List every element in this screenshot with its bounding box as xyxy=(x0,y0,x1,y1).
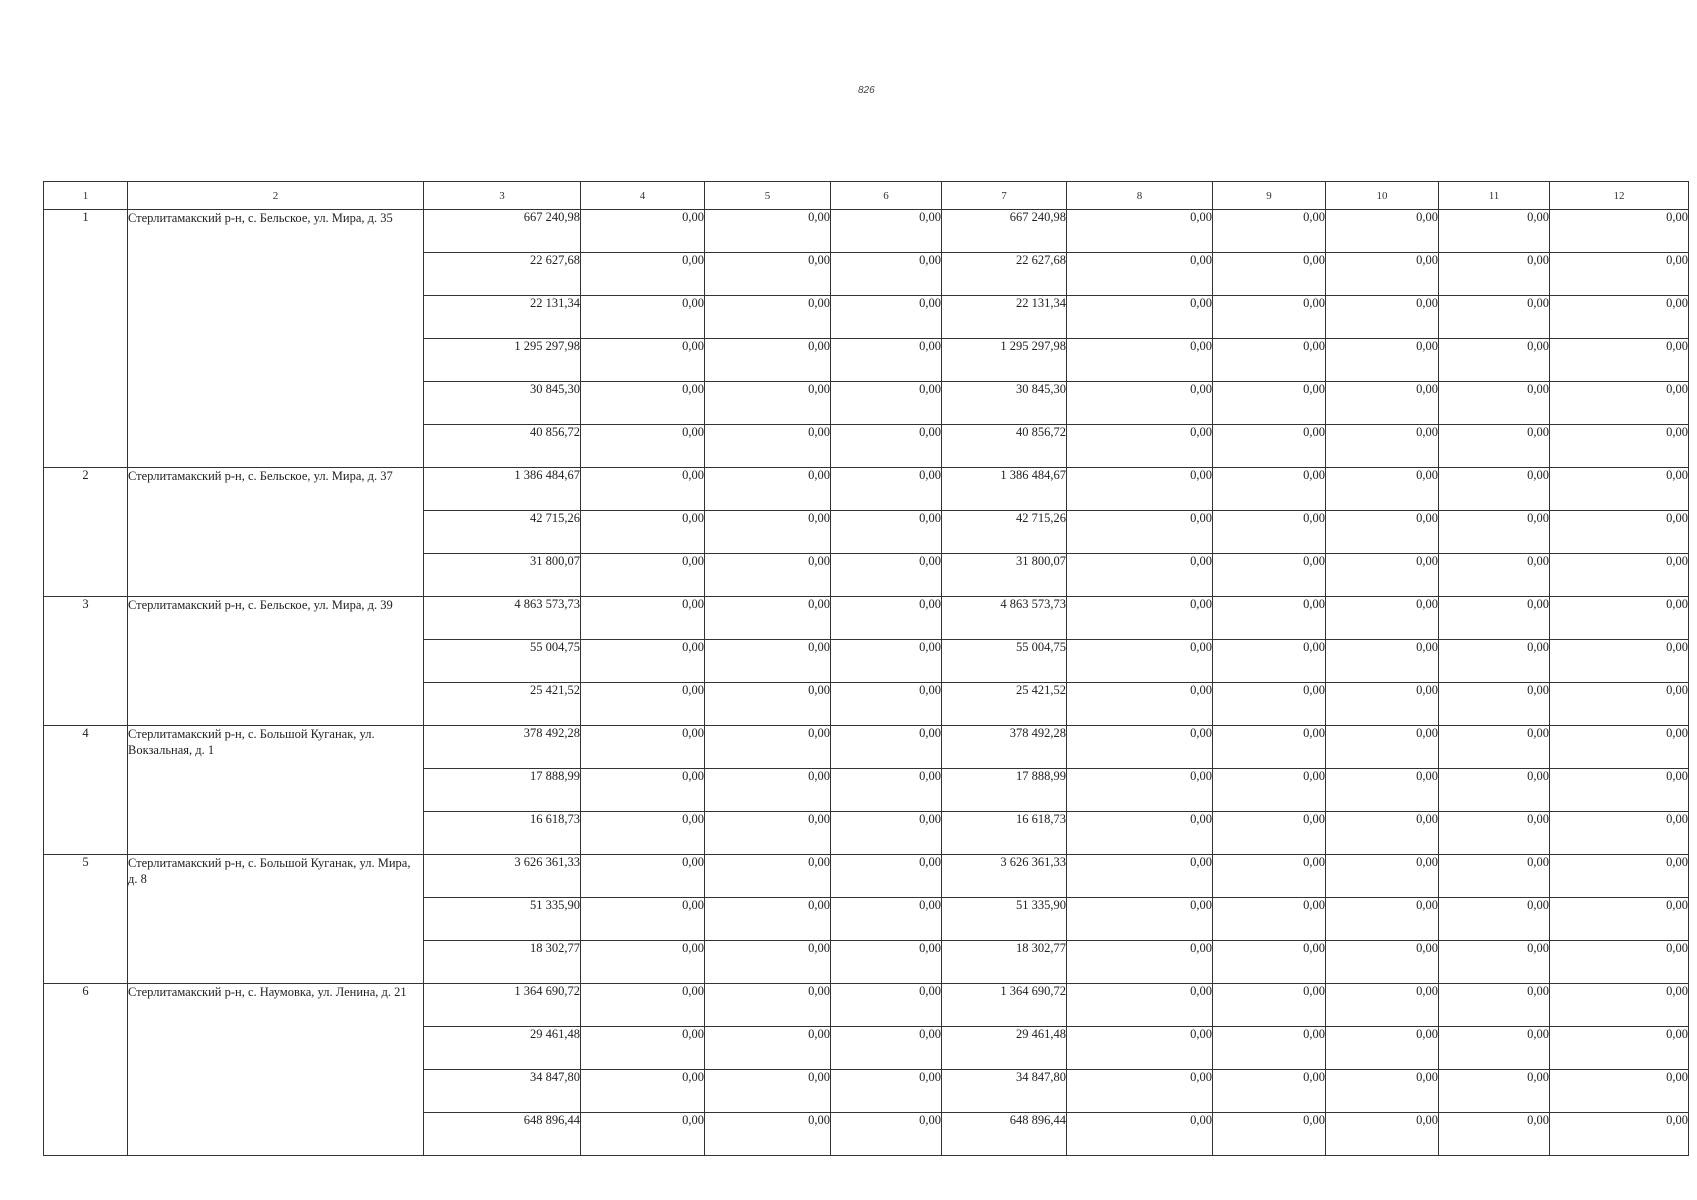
amount-cell: 0,00 xyxy=(1439,941,1550,984)
amount-cell: 0,00 xyxy=(1326,339,1439,382)
amount-cell: 0,00 xyxy=(1067,984,1213,1027)
amount-cell: 0,00 xyxy=(1439,339,1550,382)
table-row xyxy=(44,855,1689,898)
amount-cell: 0,00 xyxy=(1550,640,1689,683)
amount-cell: 0,00 xyxy=(1067,468,1213,511)
row-index: 4 xyxy=(44,726,128,855)
amount-cell: 0,00 xyxy=(1213,382,1326,425)
amount-cell: 0,00 xyxy=(1067,425,1213,468)
amount-cell: 0,00 xyxy=(1067,1027,1213,1070)
amount-cell: 0,00 xyxy=(1550,941,1689,984)
amount-cell: 0,00 xyxy=(831,769,942,812)
amount-cell: 0,00 xyxy=(581,898,705,941)
amount-cell: 0,00 xyxy=(1067,812,1213,855)
column-header: 7 xyxy=(942,182,1067,210)
table-row xyxy=(44,984,1689,1027)
amount-cell: 0,00 xyxy=(1326,941,1439,984)
amount-cell: 0,00 xyxy=(1326,683,1439,726)
amount-cell: 30 845,30 xyxy=(424,382,581,425)
amount-cell: 0,00 xyxy=(1550,511,1689,554)
amount-cell: 0,00 xyxy=(1213,640,1326,683)
amount-cell: 0,00 xyxy=(831,382,942,425)
amount-cell: 378 492,28 xyxy=(942,726,1067,769)
amount-cell: 0,00 xyxy=(1439,1070,1550,1113)
amount-cell: 0,00 xyxy=(1326,812,1439,855)
amount-cell: 0,00 xyxy=(1067,597,1213,640)
column-header: 12 xyxy=(1550,182,1689,210)
amount-cell: 0,00 xyxy=(1213,339,1326,382)
amount-cell: 0,00 xyxy=(705,210,831,253)
amount-cell: 0,00 xyxy=(1550,554,1689,597)
amount-cell: 0,00 xyxy=(581,425,705,468)
amount-cell: 0,00 xyxy=(831,726,942,769)
amount-cell: 0,00 xyxy=(1326,1113,1439,1156)
amount-cell: 0,00 xyxy=(831,683,942,726)
amount-cell: 22 131,34 xyxy=(942,296,1067,339)
amount-cell: 0,00 xyxy=(1067,210,1213,253)
amount-cell: 0,00 xyxy=(1067,898,1213,941)
amount-cell: 0,00 xyxy=(705,468,831,511)
amount-cell: 40 856,72 xyxy=(424,425,581,468)
amount-cell: 0,00 xyxy=(831,339,942,382)
amount-cell: 0,00 xyxy=(581,726,705,769)
amount-cell: 0,00 xyxy=(1439,554,1550,597)
amount-cell: 0,00 xyxy=(1439,769,1550,812)
amount-cell: 0,00 xyxy=(705,1027,831,1070)
amount-cell: 0,00 xyxy=(1067,554,1213,597)
amount-cell: 0,00 xyxy=(705,683,831,726)
amount-cell: 0,00 xyxy=(705,812,831,855)
amount-cell: 0,00 xyxy=(1213,769,1326,812)
amount-cell: 0,00 xyxy=(1213,554,1326,597)
amount-cell: 0,00 xyxy=(1439,1027,1550,1070)
row-index: 1 xyxy=(44,210,128,468)
column-header: 1 xyxy=(44,182,128,210)
amount-cell: 0,00 xyxy=(1550,984,1689,1027)
amount-cell: 51 335,90 xyxy=(942,898,1067,941)
column-header: 3 xyxy=(424,182,581,210)
amount-cell: 0,00 xyxy=(581,554,705,597)
amount-cell: 3 626 361,33 xyxy=(424,855,581,898)
amount-cell: 0,00 xyxy=(705,1070,831,1113)
amount-cell: 0,00 xyxy=(1213,1027,1326,1070)
amount-cell: 0,00 xyxy=(1326,726,1439,769)
amount-cell: 0,00 xyxy=(1326,425,1439,468)
amount-cell: 34 847,80 xyxy=(424,1070,581,1113)
amount-cell: 0,00 xyxy=(1326,640,1439,683)
amount-cell: 0,00 xyxy=(1326,984,1439,1027)
amount-cell: 0,00 xyxy=(1326,1070,1439,1113)
column-header: 6 xyxy=(831,182,942,210)
amount-cell: 0,00 xyxy=(831,210,942,253)
amount-cell: 42 715,26 xyxy=(424,511,581,554)
amount-cell: 0,00 xyxy=(1213,296,1326,339)
amount-cell: 0,00 xyxy=(1550,812,1689,855)
amount-cell: 648 896,44 xyxy=(424,1113,581,1156)
amount-cell: 0,00 xyxy=(705,425,831,468)
amount-cell: 0,00 xyxy=(1213,425,1326,468)
amount-cell: 0,00 xyxy=(1550,597,1689,640)
amount-cell: 0,00 xyxy=(1439,898,1550,941)
amount-cell: 0,00 xyxy=(705,339,831,382)
column-header: 10 xyxy=(1326,182,1439,210)
amount-cell: 0,00 xyxy=(1326,1027,1439,1070)
amount-cell: 0,00 xyxy=(1439,425,1550,468)
page-number: 826 xyxy=(858,85,875,96)
amount-cell: 4 863 573,73 xyxy=(942,597,1067,640)
amount-cell: 0,00 xyxy=(1439,511,1550,554)
amount-cell: 30 845,30 xyxy=(942,382,1067,425)
amount-cell: 0,00 xyxy=(1326,597,1439,640)
header-row xyxy=(44,182,1689,210)
amount-cell: 0,00 xyxy=(581,941,705,984)
amount-cell: 0,00 xyxy=(1067,382,1213,425)
amount-cell: 0,00 xyxy=(831,296,942,339)
column-header: 2 xyxy=(128,182,424,210)
amount-cell: 51 335,90 xyxy=(424,898,581,941)
amount-cell: 0,00 xyxy=(1213,941,1326,984)
row-index: 5 xyxy=(44,855,128,984)
amount-cell: 0,00 xyxy=(581,253,705,296)
amount-cell: 0,00 xyxy=(581,1027,705,1070)
amount-cell: 0,00 xyxy=(1326,253,1439,296)
address-cell: Стерлитамакский р-н, с. Бельское, ул. Мира, д. 35 xyxy=(128,210,424,468)
amount-cell: 0,00 xyxy=(1439,382,1550,425)
amount-cell: 0,00 xyxy=(1213,210,1326,253)
amount-cell: 17 888,99 xyxy=(942,769,1067,812)
column-header: 9 xyxy=(1213,182,1326,210)
amount-cell: 0,00 xyxy=(1439,468,1550,511)
amount-cell: 0,00 xyxy=(1439,726,1550,769)
amount-cell: 42 715,26 xyxy=(942,511,1067,554)
amount-cell: 0,00 xyxy=(581,1070,705,1113)
amount-cell: 0,00 xyxy=(581,984,705,1027)
register-table xyxy=(43,181,1689,1156)
amount-cell: 0,00 xyxy=(831,1070,942,1113)
amount-cell: 55 004,75 xyxy=(942,640,1067,683)
amount-cell: 0,00 xyxy=(831,898,942,941)
amount-cell: 1 364 690,72 xyxy=(424,984,581,1027)
amount-cell: 0,00 xyxy=(581,597,705,640)
amount-cell: 0,00 xyxy=(705,253,831,296)
amount-cell: 0,00 xyxy=(1326,554,1439,597)
amount-cell: 0,00 xyxy=(1213,1113,1326,1156)
amount-cell: 0,00 xyxy=(831,812,942,855)
amount-cell: 0,00 xyxy=(1213,468,1326,511)
amount-cell: 18 302,77 xyxy=(424,941,581,984)
amount-cell: 0,00 xyxy=(1439,1113,1550,1156)
amount-cell: 0,00 xyxy=(705,898,831,941)
table-row xyxy=(44,726,1689,769)
amount-cell: 0,00 xyxy=(831,1027,942,1070)
amount-cell: 0,00 xyxy=(581,296,705,339)
amount-cell: 0,00 xyxy=(581,511,705,554)
amount-cell: 0,00 xyxy=(705,1113,831,1156)
amount-cell: 0,00 xyxy=(1439,597,1550,640)
amount-cell: 0,00 xyxy=(705,941,831,984)
amount-cell: 0,00 xyxy=(1550,253,1689,296)
amount-cell: 0,00 xyxy=(831,640,942,683)
amount-cell: 0,00 xyxy=(581,812,705,855)
amount-cell: 31 800,07 xyxy=(942,554,1067,597)
address-cell: Стерлитамакский р-н, с. Бельское, ул. Мира, д. 39 xyxy=(128,597,424,726)
column-header: 8 xyxy=(1067,182,1213,210)
amount-cell: 4 863 573,73 xyxy=(424,597,581,640)
amount-cell: 0,00 xyxy=(1213,253,1326,296)
amount-cell: 0,00 xyxy=(1213,597,1326,640)
amount-cell: 25 421,52 xyxy=(424,683,581,726)
amount-cell: 29 461,48 xyxy=(942,1027,1067,1070)
amount-cell: 0,00 xyxy=(831,554,942,597)
address-cell: Стерлитамакский р-н, с. Бельское, ул. Мира, д. 37 xyxy=(128,468,424,597)
amount-cell: 0,00 xyxy=(581,683,705,726)
amount-cell: 0,00 xyxy=(1550,382,1689,425)
amount-cell: 0,00 xyxy=(1439,640,1550,683)
amount-cell: 0,00 xyxy=(1439,296,1550,339)
amount-cell: 0,00 xyxy=(705,296,831,339)
amount-cell: 0,00 xyxy=(1439,812,1550,855)
amount-cell: 0,00 xyxy=(705,769,831,812)
amount-cell: 55 004,75 xyxy=(424,640,581,683)
address-cell: Стерлитамакский р-н, с. Большой Куганак, ул. Мира, д. 8 xyxy=(128,855,424,984)
amount-cell: 0,00 xyxy=(705,984,831,1027)
amount-cell: 0,00 xyxy=(1067,253,1213,296)
amount-cell: 34 847,80 xyxy=(942,1070,1067,1113)
amount-cell: 40 856,72 xyxy=(942,425,1067,468)
amount-cell: 0,00 xyxy=(1213,511,1326,554)
amount-cell: 1 364 690,72 xyxy=(942,984,1067,1027)
amount-cell: 0,00 xyxy=(1067,1070,1213,1113)
amount-cell: 1 295 297,98 xyxy=(942,339,1067,382)
amount-cell: 16 618,73 xyxy=(424,812,581,855)
amount-cell: 0,00 xyxy=(1550,425,1689,468)
row-index: 2 xyxy=(44,468,128,597)
amount-cell: 0,00 xyxy=(831,1113,942,1156)
amount-cell: 29 461,48 xyxy=(424,1027,581,1070)
amount-cell: 0,00 xyxy=(581,339,705,382)
amount-cell: 0,00 xyxy=(1213,898,1326,941)
amount-cell: 0,00 xyxy=(1067,339,1213,382)
amount-cell: 0,00 xyxy=(1067,769,1213,812)
row-index: 3 xyxy=(44,597,128,726)
address-cell: Стерлитамакский р-н, с. Наумовка, ул. Ленина, д. 21 xyxy=(128,984,424,1156)
amount-cell: 0,00 xyxy=(831,941,942,984)
amount-cell: 0,00 xyxy=(1067,1113,1213,1156)
amount-cell: 0,00 xyxy=(1550,1070,1689,1113)
amount-cell: 0,00 xyxy=(831,253,942,296)
table-row xyxy=(44,468,1689,511)
amount-cell: 0,00 xyxy=(1213,1070,1326,1113)
amount-cell: 0,00 xyxy=(1067,855,1213,898)
amount-cell: 0,00 xyxy=(1550,339,1689,382)
amount-cell: 0,00 xyxy=(1550,468,1689,511)
amount-cell: 25 421,52 xyxy=(942,683,1067,726)
amount-cell: 0,00 xyxy=(1067,683,1213,726)
amount-cell: 648 896,44 xyxy=(942,1113,1067,1156)
amount-cell: 0,00 xyxy=(1213,984,1326,1027)
amount-cell: 0,00 xyxy=(1213,683,1326,726)
amount-cell: 0,00 xyxy=(1067,640,1213,683)
amount-cell: 0,00 xyxy=(581,769,705,812)
amount-cell: 0,00 xyxy=(1550,769,1689,812)
amount-cell: 22 627,68 xyxy=(424,253,581,296)
amount-cell: 0,00 xyxy=(705,855,831,898)
amount-cell: 667 240,98 xyxy=(424,210,581,253)
amount-cell: 378 492,28 xyxy=(424,726,581,769)
amount-cell: 0,00 xyxy=(1326,898,1439,941)
address-cell: Стерлитамакский р-н, с. Большой Куганак, ул. Вокзальная, д. 1 xyxy=(128,726,424,855)
amount-cell: 0,00 xyxy=(705,554,831,597)
amount-cell: 0,00 xyxy=(1326,468,1439,511)
row-index: 6 xyxy=(44,984,128,1156)
amount-cell: 0,00 xyxy=(1550,683,1689,726)
amount-cell: 0,00 xyxy=(581,210,705,253)
amount-cell: 0,00 xyxy=(1550,1113,1689,1156)
amount-cell: 667 240,98 xyxy=(942,210,1067,253)
amount-cell: 0,00 xyxy=(1439,683,1550,726)
amount-cell: 0,00 xyxy=(1213,812,1326,855)
amount-cell: 0,00 xyxy=(1550,1027,1689,1070)
amount-cell: 0,00 xyxy=(831,425,942,468)
amount-cell: 0,00 xyxy=(831,984,942,1027)
amount-cell: 17 888,99 xyxy=(424,769,581,812)
table-row xyxy=(44,597,1689,640)
amount-cell: 0,00 xyxy=(1326,296,1439,339)
amount-cell: 0,00 xyxy=(581,640,705,683)
amount-cell: 0,00 xyxy=(1550,296,1689,339)
amount-cell: 0,00 xyxy=(1439,984,1550,1027)
amount-cell: 22 131,34 xyxy=(424,296,581,339)
amount-cell: 0,00 xyxy=(705,726,831,769)
amount-cell: 18 302,77 xyxy=(942,941,1067,984)
amount-cell: 0,00 xyxy=(1067,296,1213,339)
amount-cell: 0,00 xyxy=(1550,855,1689,898)
amount-cell: 0,00 xyxy=(581,382,705,425)
amount-cell: 0,00 xyxy=(1067,726,1213,769)
amount-cell: 0,00 xyxy=(1213,855,1326,898)
amount-cell: 0,00 xyxy=(1067,511,1213,554)
amount-cell: 0,00 xyxy=(1213,726,1326,769)
amount-cell: 0,00 xyxy=(581,855,705,898)
amount-cell: 0,00 xyxy=(581,1113,705,1156)
amount-cell: 0,00 xyxy=(1326,769,1439,812)
amount-cell: 0,00 xyxy=(1439,210,1550,253)
amount-cell: 0,00 xyxy=(1550,726,1689,769)
amount-cell: 3 626 361,33 xyxy=(942,855,1067,898)
amount-cell: 0,00 xyxy=(831,597,942,640)
amount-cell: 1 386 484,67 xyxy=(424,468,581,511)
amount-cell: 0,00 xyxy=(1326,511,1439,554)
amount-cell: 0,00 xyxy=(1326,855,1439,898)
amount-cell: 0,00 xyxy=(705,511,831,554)
amount-cell: 0,00 xyxy=(705,597,831,640)
table-body xyxy=(44,210,1689,1156)
amount-cell: 1 295 297,98 xyxy=(424,339,581,382)
amount-cell: 0,00 xyxy=(705,382,831,425)
amount-cell: 0,00 xyxy=(581,468,705,511)
column-header: 5 xyxy=(705,182,831,210)
amount-cell: 0,00 xyxy=(1067,941,1213,984)
amount-cell: 1 386 484,67 xyxy=(942,468,1067,511)
amount-cell: 0,00 xyxy=(1439,253,1550,296)
amount-cell: 0,00 xyxy=(705,640,831,683)
amount-cell: 16 618,73 xyxy=(942,812,1067,855)
amount-cell: 31 800,07 xyxy=(424,554,581,597)
column-header: 11 xyxy=(1439,182,1550,210)
table-row xyxy=(44,210,1689,253)
amount-cell: 0,00 xyxy=(1326,210,1439,253)
column-header: 4 xyxy=(581,182,705,210)
amount-cell: 0,00 xyxy=(1326,382,1439,425)
amount-cell: 0,00 xyxy=(831,468,942,511)
amount-cell: 0,00 xyxy=(1550,898,1689,941)
amount-cell: 0,00 xyxy=(831,511,942,554)
amount-cell: 22 627,68 xyxy=(942,253,1067,296)
amount-cell: 0,00 xyxy=(1439,855,1550,898)
amount-cell: 0,00 xyxy=(831,855,942,898)
amount-cell: 0,00 xyxy=(1550,210,1689,253)
